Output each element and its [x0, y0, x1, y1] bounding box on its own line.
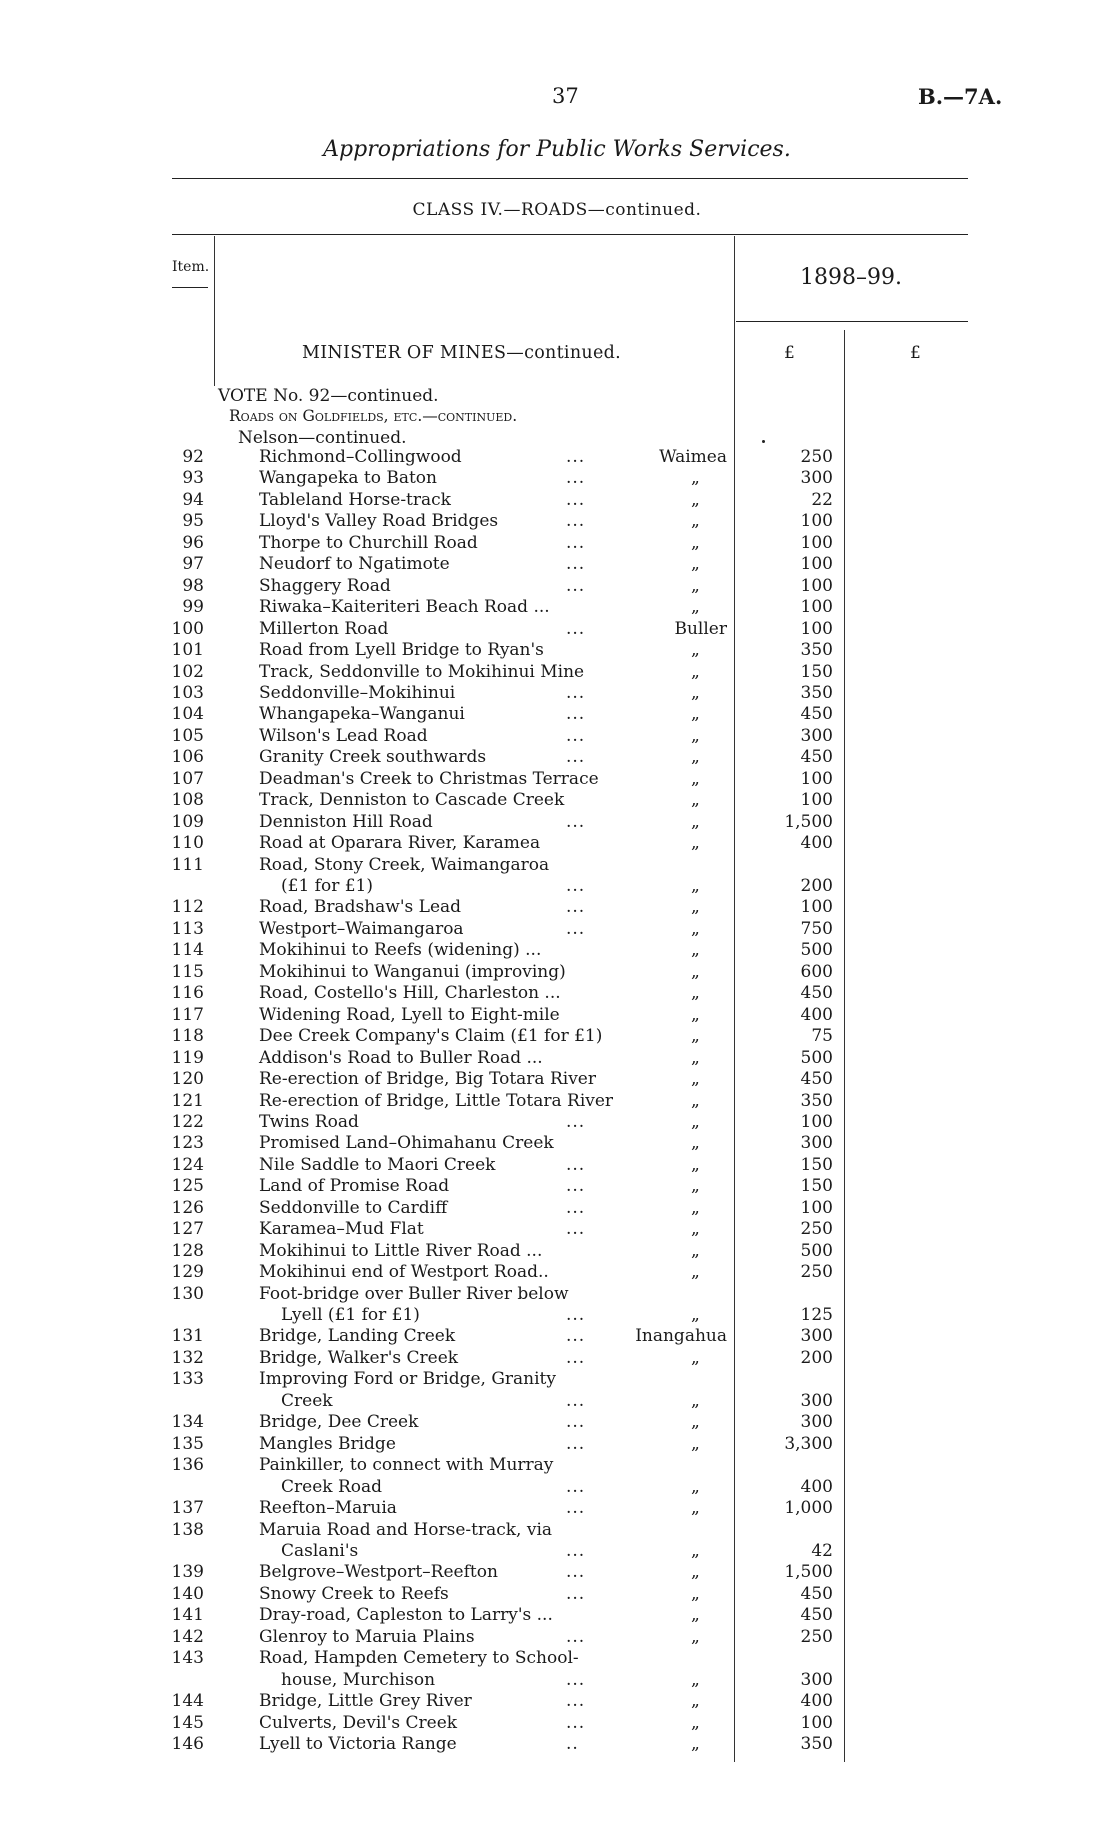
county-ditto: „ [691, 640, 700, 661]
county-ditto: „ [691, 1133, 700, 1154]
item-description: Dee Creek Company's Claim (£1 for £1) [259, 1026, 603, 1047]
item-number: 111 [171, 854, 204, 875]
leader-dots: ... [566, 447, 586, 467]
item-number: 126 [171, 1197, 204, 1218]
item-description: Seddonville–Mokihinui [259, 682, 456, 703]
currency-label-total: £ [910, 343, 921, 363]
item-number: 119 [171, 1047, 204, 1068]
amount-value: 42 [811, 1540, 833, 1561]
leader-dots: ... [566, 618, 586, 639]
item-number: 106 [171, 747, 204, 768]
item-number: 129 [171, 1262, 204, 1283]
amount-value: 300 [800, 725, 833, 746]
county-ditto: „ [691, 1111, 700, 1132]
leader-dots: ... [566, 1347, 586, 1368]
item-description: Re-erection of Bridge, Big Totara River [259, 1069, 596, 1090]
item-description: Caslani's [281, 1540, 359, 1561]
item-number: 112 [171, 897, 204, 918]
amount-value: 3,300 [784, 1433, 833, 1454]
item-number: 124 [171, 1154, 204, 1175]
item-number: 145 [171, 1712, 204, 1733]
amount-value: 400 [800, 1004, 833, 1025]
item-number: 92 [182, 447, 204, 467]
amount-value: 300 [800, 1326, 833, 1347]
item-number: 100 [171, 618, 204, 639]
amount-value: 200 [800, 1347, 833, 1368]
county-ditto: „ [691, 768, 700, 789]
item-description: Road at Oparara River, Karamea [259, 833, 541, 854]
item-description: (£1 for £1) [281, 876, 373, 896]
county-ditto: „ [691, 1154, 700, 1175]
county-ditto: „ [691, 983, 700, 1004]
item-description: Karamea–Mud Flat [259, 1219, 424, 1240]
item-description: Seddonville to Cardiff [259, 1197, 448, 1218]
item-number: 123 [171, 1133, 204, 1154]
item-number: 114 [171, 940, 204, 961]
county-ditto: „ [691, 1347, 700, 1368]
item-number: 128 [171, 1240, 204, 1261]
leader-dots: ... [566, 918, 586, 939]
page-title: Appropriations for Public Works Services. [323, 137, 791, 162]
year-header-underline [736, 321, 968, 322]
amount-value: 350 [800, 1090, 833, 1111]
county-ditto: „ [691, 1240, 700, 1261]
amount-value: 350 [800, 1734, 833, 1754]
amount-value: 250 [800, 447, 833, 467]
county-ditto: „ [691, 1583, 700, 1604]
amount-value: 500 [800, 1047, 833, 1068]
amount-value: 100 [800, 575, 833, 596]
year-column-header: 1898–99. [800, 265, 902, 290]
leader-dots: ... [566, 725, 586, 746]
item-description: Whangapeka–Wanganui [259, 704, 465, 725]
leader-dots: ... [566, 1669, 586, 1690]
item-description: Maruia Road and Horse-track, via [259, 1519, 553, 1540]
amount-value: 100 [800, 554, 833, 575]
item-description: Culverts, Devil's Creek [259, 1712, 458, 1733]
amount-value: 400 [800, 1476, 833, 1497]
item-description: Track, Denniston to Cascade Creek [259, 790, 565, 811]
county-ditto: „ [691, 1712, 700, 1733]
item-description: Foot-bridge over Buller River below [259, 1283, 569, 1304]
county-ditto: „ [691, 1047, 700, 1068]
item-description: Road, Stony Creek, Waimangaroa [259, 854, 550, 875]
item-description: Lyell to Victoria Range [259, 1734, 457, 1754]
leader-dots: ... [566, 1433, 586, 1454]
amount-value: 450 [800, 983, 833, 1004]
item-number: 142 [171, 1626, 204, 1647]
amount-value: 100 [800, 511, 833, 532]
minister-heading: MINISTER OF MINES—continued. [302, 343, 621, 363]
county-ditto: „ [691, 1412, 700, 1433]
item-number: 103 [171, 682, 204, 703]
item-number: 140 [171, 1583, 204, 1604]
item-number: 98 [182, 575, 204, 596]
vote-heading: VOTE No. 92—continued. [218, 386, 439, 406]
item-number: 99 [182, 597, 204, 618]
county-ditto: „ [691, 961, 700, 982]
item-description: Bridge, Walker's Creek [259, 1347, 459, 1368]
item-description: Re-erection of Bridge, Little Totara River [259, 1090, 614, 1111]
item-number: 136 [171, 1455, 204, 1476]
item-number: 115 [171, 961, 204, 982]
county-ditto: „ [691, 1176, 700, 1197]
item-number: 113 [171, 918, 204, 939]
county-ditto: „ [691, 511, 700, 532]
leader-dots: ... [566, 1176, 586, 1197]
amount-value: 750 [800, 918, 833, 939]
amount-value: 22 [811, 489, 833, 510]
county-ditto: „ [691, 704, 700, 725]
item-number: 97 [182, 554, 204, 575]
item-description: Road, Hampden Cemetery to School- [259, 1648, 579, 1669]
county-ditto: „ [691, 661, 700, 682]
amount-value: 400 [800, 833, 833, 854]
item-description: house, Murchison [281, 1669, 436, 1690]
amount-value: 500 [800, 940, 833, 961]
document-reference: B.—7A. [918, 84, 1003, 109]
leader-dots: ... [566, 468, 586, 489]
county-ditto: „ [691, 1562, 700, 1583]
leader-dots: ... [566, 1111, 586, 1132]
amount-value: 350 [800, 682, 833, 703]
item-description: Creek Road [281, 1476, 383, 1497]
item-number: 116 [171, 983, 204, 1004]
amount-value: 100 [800, 1197, 833, 1218]
county-ditto: „ [691, 1669, 700, 1690]
item-description: Painkiller, to connect with Murray [259, 1455, 554, 1476]
amount-value: 600 [800, 961, 833, 982]
item-description: Dray-road, Capleston to Larry's ... [259, 1605, 553, 1626]
item-number: 110 [171, 833, 204, 854]
item-number: 107 [171, 768, 204, 789]
leader-dots: ... [566, 1583, 586, 1604]
leader-dots: ... [566, 1219, 586, 1240]
county-ditto: „ [691, 1433, 700, 1454]
county-ditto: „ [691, 575, 700, 596]
rule-table-top [172, 234, 968, 235]
amount-value: 300 [800, 1412, 833, 1433]
county-ditto: „ [691, 1305, 700, 1325]
county-ditto: „ [691, 1262, 700, 1283]
leader-dots: ... [566, 897, 586, 918]
item-number: 108 [171, 790, 204, 811]
county-ditto: „ [691, 833, 700, 854]
item-description: Denniston Hill Road [259, 811, 433, 832]
item-number: 130 [171, 1283, 204, 1304]
county-ditto: „ [691, 811, 700, 832]
county-ditto: „ [691, 489, 700, 510]
item-number: 141 [171, 1605, 204, 1626]
amount-value: 250 [800, 1262, 833, 1283]
leader-dots: ... [566, 1390, 586, 1411]
item-description: Mokihinui to Little River Road ... [259, 1240, 543, 1261]
item-number: 125 [171, 1176, 204, 1197]
item-number: 96 [182, 532, 204, 553]
leader-dots: ... [566, 1626, 586, 1647]
amount-value: 125 [800, 1305, 833, 1325]
county-ditto: „ [691, 1390, 700, 1411]
item-number: 137 [171, 1498, 204, 1519]
county-ditto: „ [691, 897, 700, 918]
item-number: 122 [171, 1111, 204, 1132]
item-description: Lloyd's Valley Road Bridges [259, 511, 499, 532]
leader-dots: ... [566, 682, 586, 703]
item-description: Shaggery Road [259, 575, 391, 596]
leader-dots: ... [566, 1305, 586, 1325]
amount-value: 500 [800, 1240, 833, 1261]
amount-value: 300 [800, 1390, 833, 1411]
county-name: Inangahua [635, 1326, 727, 1347]
leader-dots: ... [566, 489, 586, 510]
item-description: Addison's Road to Buller Road ... [259, 1047, 543, 1068]
item-description: Creek [281, 1390, 333, 1411]
item-description: Road from Lyell Bridge to Ryan's [259, 640, 544, 661]
item-description: Mangles Bridge [259, 1433, 396, 1454]
leader-dots: ... [566, 1412, 586, 1433]
item-description: Neudorf to Ngatimote [259, 554, 450, 575]
total-column-divider [844, 330, 845, 1762]
leader-dots: ... [566, 1712, 586, 1733]
amount-value: 100 [800, 768, 833, 789]
leader-dots: ... [566, 1540, 586, 1561]
amount-value: 300 [800, 468, 833, 489]
item-number: 139 [171, 1562, 204, 1583]
item-description: Bridge, Landing Creek [259, 1326, 456, 1347]
amount-value: 250 [800, 1219, 833, 1240]
page-number: 37 [552, 84, 579, 108]
amount-value: 1,000 [784, 1498, 833, 1519]
amount-value: 1,500 [784, 1562, 833, 1583]
item-number: 133 [171, 1369, 204, 1390]
item-number: 93 [182, 468, 204, 489]
county-ditto: „ [691, 725, 700, 746]
item-number: 101 [171, 640, 204, 661]
item-number: 121 [171, 1090, 204, 1111]
amount-value: 300 [800, 1133, 833, 1154]
item-number: 143 [171, 1648, 204, 1669]
county-ditto: „ [691, 1734, 700, 1754]
amount-value: 150 [800, 1154, 833, 1175]
item-description: Bridge, Little Grey River [259, 1691, 472, 1712]
item-description: Mokihinui end of Westport Road.. [259, 1262, 549, 1283]
item-description: Mokihinui to Wanganui (improving) [259, 961, 566, 982]
county-ditto: „ [691, 1605, 700, 1626]
item-description: Promised Land–Ohimahanu Creek [259, 1133, 554, 1154]
item-number: 117 [171, 1004, 204, 1025]
leader-dots: ... [566, 532, 586, 553]
item-description: Snowy Creek to Reefs [259, 1583, 449, 1604]
item-number: 109 [171, 811, 204, 832]
county-ditto: „ [691, 468, 700, 489]
item-description: Nile Saddle to Maori Creek [259, 1154, 496, 1175]
item-number: 94 [182, 489, 204, 510]
amount-value: 100 [800, 897, 833, 918]
item-number: 144 [171, 1691, 204, 1712]
item-number: 95 [182, 511, 204, 532]
leader-dots: ... [566, 511, 586, 532]
item-description: Improving Ford or Bridge, Granity [259, 1369, 556, 1390]
item-number: 134 [171, 1412, 204, 1433]
amount-value: 150 [800, 1176, 833, 1197]
amount-column-divider [734, 236, 735, 1762]
item-number: 146 [171, 1734, 204, 1754]
amount-value: 250 [800, 1626, 833, 1647]
item-description: Richmond–Collingwood [259, 447, 462, 467]
county-ditto: „ [691, 1219, 700, 1240]
item-number: 102 [171, 661, 204, 682]
item-description: Land of Promise Road [259, 1176, 450, 1197]
leader-dots: ... [566, 811, 586, 832]
class-heading: CLASS IV.—ROADS—continued. [412, 200, 702, 220]
item-number: 105 [171, 725, 204, 746]
leader-dots: ... [566, 1562, 586, 1583]
county-ditto: „ [691, 918, 700, 939]
county-ditto: „ [691, 554, 700, 575]
amount-value: 400 [800, 1691, 833, 1712]
amount-value: 100 [800, 1111, 833, 1132]
county-name: Waimea [659, 447, 727, 467]
item-description: Widening Road, Lyell to Eight-mile [259, 1004, 560, 1025]
item-description: Road, Costello's Hill, Charleston ... [259, 983, 561, 1004]
county-ditto: „ [691, 1691, 700, 1712]
item-number: 104 [171, 704, 204, 725]
item-number: 135 [171, 1433, 204, 1454]
leader-dots: ... [566, 1476, 586, 1497]
item-column-header: Item. [172, 259, 210, 275]
amount-value: 100 [800, 532, 833, 553]
item-description: Tableland Horse-track [259, 489, 451, 510]
amount-value: 300 [800, 1669, 833, 1690]
county-ditto: „ [691, 747, 700, 768]
print-dot [762, 440, 765, 443]
amount-value: 1,500 [784, 811, 833, 832]
item-number: 138 [171, 1519, 204, 1540]
item-number: 131 [171, 1326, 204, 1347]
county-ditto: „ [691, 790, 700, 811]
county-ditto: „ [691, 940, 700, 961]
item-description: Riwaka–Kaiteriteri Beach Road ... [259, 597, 550, 618]
item-description: Glenroy to Maruia Plains [259, 1626, 475, 1647]
county-ditto: „ [691, 1476, 700, 1497]
item-description: Mokihinui to Reefs (widening) ... [259, 940, 542, 961]
item-header-underline [172, 287, 208, 288]
item-description: Road, Bradshaw's Lead [259, 897, 462, 918]
item-description: Belgrove–Westport–Reefton [259, 1562, 498, 1583]
county-ditto: „ [691, 682, 700, 703]
item-number: 132 [171, 1347, 204, 1368]
amount-value: 450 [800, 747, 833, 768]
item-description: Bridge, Dee Creek [259, 1412, 419, 1433]
amount-value: 450 [800, 1605, 833, 1626]
county-name: Buller [674, 618, 727, 639]
item-description: Wangapeka to Baton [259, 468, 437, 489]
leader-dots: .. [566, 1734, 579, 1754]
amount-value: 450 [800, 1583, 833, 1604]
county-ditto: „ [691, 1498, 700, 1519]
item-number: 127 [171, 1219, 204, 1240]
amount-value: 100 [800, 1712, 833, 1733]
leader-dots: ... [566, 1326, 586, 1347]
county-ditto: „ [691, 1090, 700, 1111]
county-ditto: „ [691, 532, 700, 553]
leader-dots: ... [566, 1691, 586, 1712]
item-description: Millerton Road [259, 618, 389, 639]
amount-value: 350 [800, 640, 833, 661]
item-number: 118 [171, 1026, 204, 1047]
county-ditto: „ [691, 1626, 700, 1647]
leader-dots: ... [566, 1498, 586, 1519]
item-description: Westport–Waimangaroa [259, 918, 464, 939]
county-ditto: „ [691, 1197, 700, 1218]
item-description: Deadman's Creek to Christmas Terrace [259, 768, 599, 789]
leader-dots: ... [566, 554, 586, 575]
currency-label-amount: £ [784, 343, 795, 363]
district-heading: Nelson—continued. [238, 428, 407, 448]
leader-dots: ... [566, 575, 586, 596]
county-ditto: „ [691, 876, 700, 896]
item-number: 120 [171, 1069, 204, 1090]
amount-value: 450 [800, 1069, 833, 1090]
roads-heading: Roads on Goldfields, etc.—continued. [229, 407, 518, 425]
amount-value: 100 [800, 618, 833, 639]
county-ditto: „ [691, 1540, 700, 1561]
amount-value: 75 [811, 1026, 833, 1047]
item-description: Granity Creek southwards [259, 747, 487, 768]
item-description: Reefton–Maruia [259, 1498, 397, 1519]
leader-dots: ... [566, 1197, 586, 1218]
amount-value: 100 [800, 790, 833, 811]
county-ditto: „ [691, 1026, 700, 1047]
item-column-divider [214, 236, 215, 386]
item-description: Thorpe to Churchill Road [259, 532, 478, 553]
item-description: Track, Seddonville to Mokihinui Mine [259, 661, 585, 682]
amount-value: 450 [800, 704, 833, 725]
item-description: Lyell (£1 for £1) [281, 1305, 420, 1325]
rule-under-title [172, 178, 968, 179]
item-description: Wilson's Lead Road [259, 725, 428, 746]
amount-value: 100 [800, 597, 833, 618]
amount-value: 150 [800, 661, 833, 682]
county-ditto: „ [691, 1004, 700, 1025]
county-ditto: „ [691, 1069, 700, 1090]
item-description: Twins Road [259, 1111, 359, 1132]
leader-dots: ... [566, 747, 586, 768]
leader-dots: ... [566, 876, 586, 896]
county-ditto: „ [691, 597, 700, 618]
leader-dots: ... [566, 704, 586, 725]
amount-value: 200 [800, 876, 833, 896]
leader-dots: ... [566, 1154, 586, 1175]
